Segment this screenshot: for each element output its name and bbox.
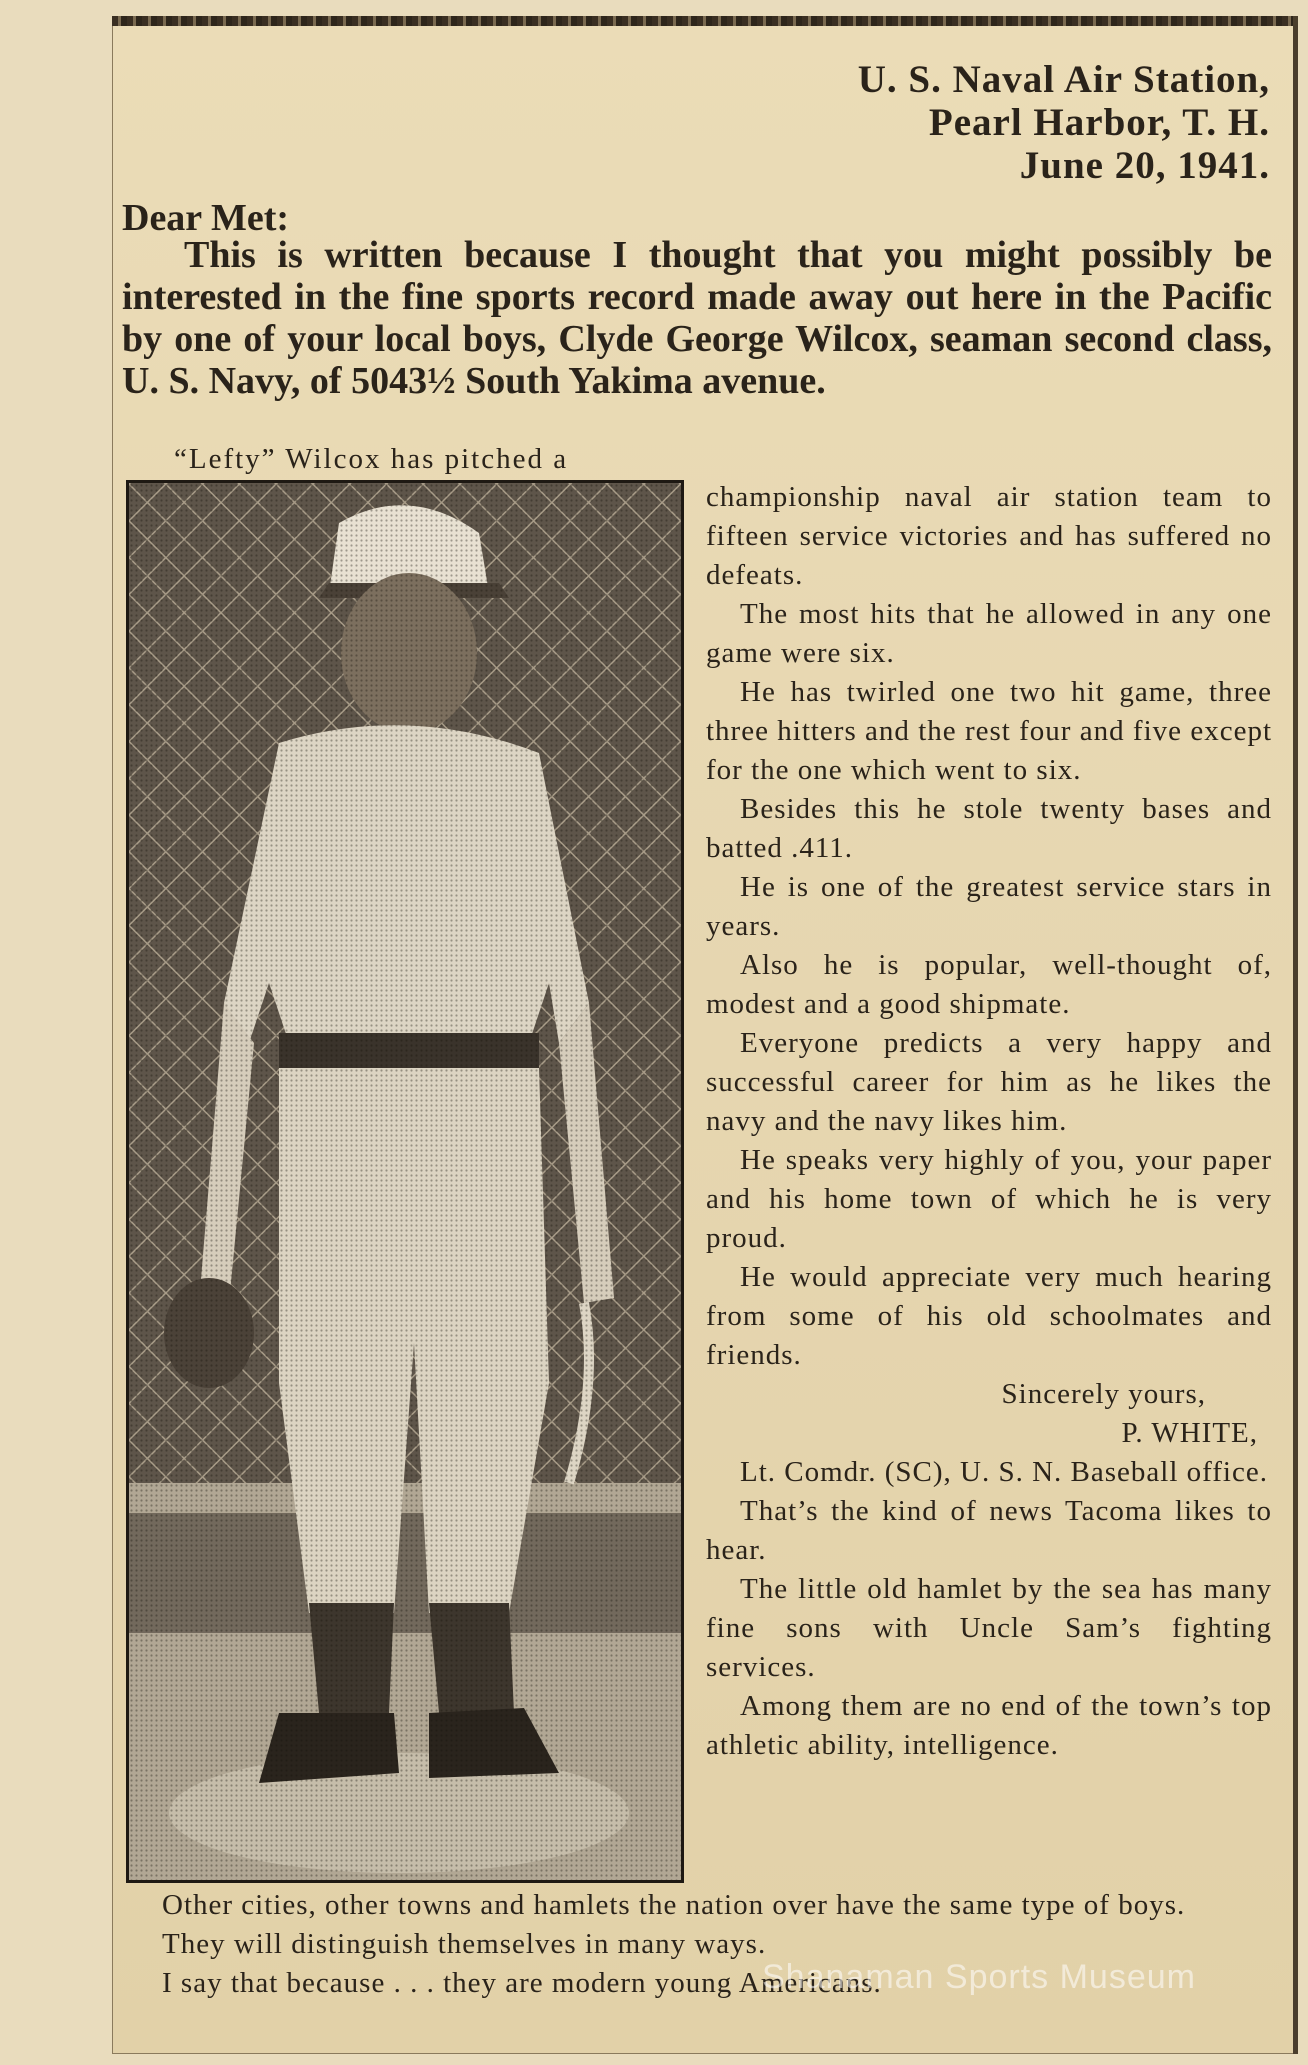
bottom-paragraph: I say that because . . . they are modern young Americans.: [162, 1967, 882, 1999]
dateline: [858, 58, 1270, 187]
baseball-player-photo-image: [129, 483, 681, 1880]
editor-paragraph: Among them are no end of the town’s top athletic ability, intelligence.: [706, 1690, 1272, 1761]
right-text-column: [706, 478, 1272, 1765]
column-paragraph: Everyone predicts a very happy and successful career for him as he likes the navy and the navy likes him.: [706, 1027, 1272, 1137]
intro-line: “Lefty” Wilcox has pitched a: [174, 443, 569, 475]
column-paragraph: He has twirled one two hit game, three three hitters and the rest four and five except for the one which went to six.: [706, 676, 1272, 786]
salutation: Dear Met:: [122, 197, 290, 239]
lead-paragraph: This is written because I thought that you might possibly be interested in the fine sports record made away out here in the Pacific by one of your local boys, Clyde George Wilcox, seaman second class, U. S. Navy, of 5043½ South Yakima avenue.: [122, 234, 1272, 402]
museum-watermark: Shanaman Sports Museum: [762, 1958, 1196, 1996]
dateline-place: Pearl Harbor, T. H.: [928, 101, 1270, 144]
newspaper-clipping: [112, 16, 1298, 2054]
column-paragraph: Besides this he stole twenty bases and batted .411.: [706, 793, 1272, 864]
column-paragraph: Also he is popular, well-thought of, modest and a good shipmate.: [706, 949, 1272, 1020]
dateline-station: U. S. Naval Air Station,: [857, 58, 1270, 101]
bottom-paragraph: They will distinguish themselves in many ways.: [162, 1928, 767, 1960]
column-paragraph: He speaks very highly of you, your paper and his home town of which he is very proud.: [706, 1144, 1272, 1254]
closing-signature: P. WHITE,: [1121, 1417, 1258, 1449]
bottom-paragraph: Other cities, other towns and hamlets the nation over have the same type of boys.: [162, 1889, 1186, 1921]
bottom-text: [126, 1886, 1278, 2003]
torn-top-edge: [112, 16, 1298, 26]
closing-sincerely: Sincerely yours,: [1001, 1378, 1206, 1410]
column-paragraph: He would appreciate very much hearing from some of his old schoolmates and friends.: [706, 1261, 1272, 1371]
player-photo: [126, 480, 684, 1883]
column-paragraph: He is one of the greatest service stars in years.: [706, 871, 1272, 942]
editor-paragraph: The little old hamlet by the sea has many fine sons with Uncle Sam’s fighting services.: [706, 1573, 1272, 1683]
clipping-right-edge: [1293, 16, 1298, 2054]
column-paragraph: championship naval air station team to fifteen service victories and has suffered no defeats.: [706, 481, 1272, 591]
column-paragraph: The most hits that he allowed in any one game were six.: [706, 598, 1272, 669]
editor-paragraph: That’s the kind of news Tacoma likes to hear.: [706, 1495, 1272, 1566]
closing-title: Lt. Comdr. (SC), U. S. N. Baseball office.: [740, 1456, 1268, 1488]
dateline-date: June 20, 1941.: [1019, 144, 1270, 187]
